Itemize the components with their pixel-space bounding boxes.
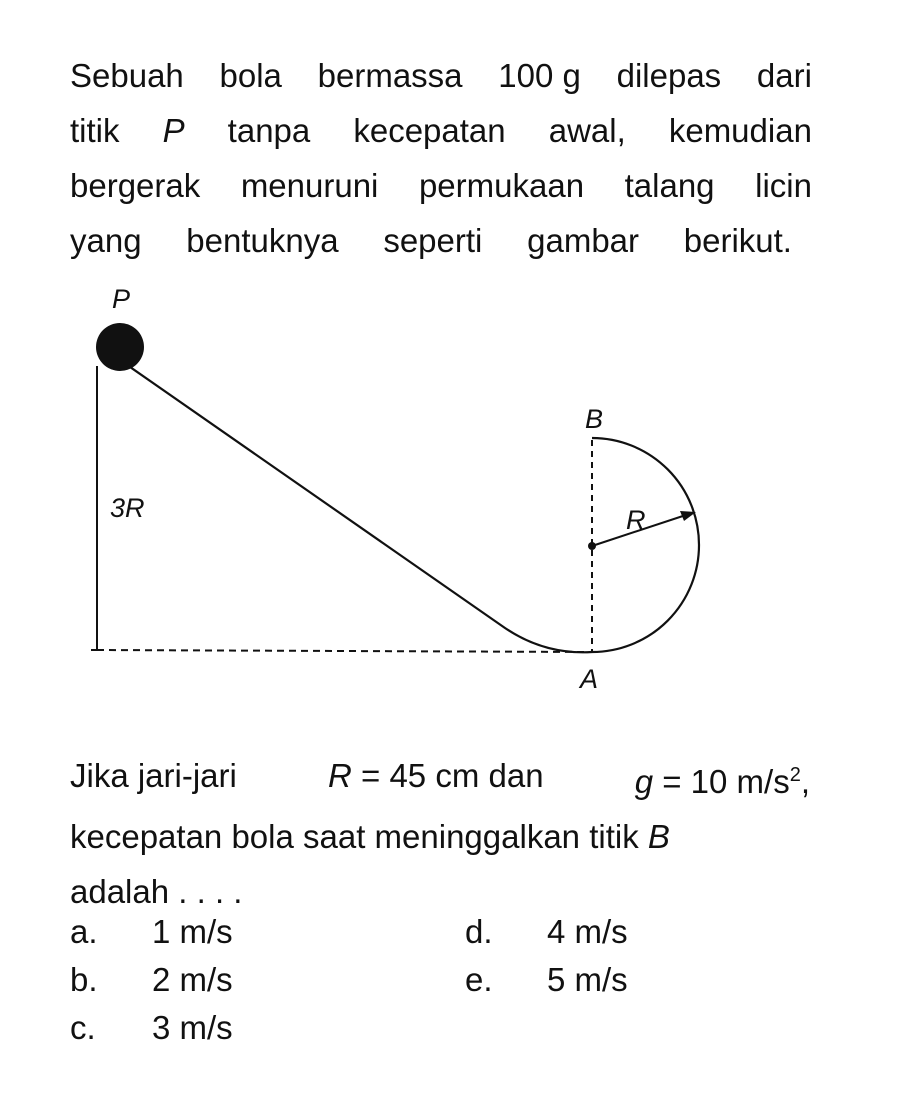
option-label: c. xyxy=(70,1009,96,1046)
word: Sebuah xyxy=(70,57,184,94)
gravity-symbol: g xyxy=(634,763,654,800)
question-text: adalah . . . . xyxy=(70,873,243,910)
radius-symbol: R xyxy=(328,757,352,794)
ball xyxy=(96,323,144,371)
question-text: = 10 m/s xyxy=(662,763,790,800)
option-c[interactable] xyxy=(70,1008,233,1048)
word: bermassa xyxy=(317,57,463,94)
word: titik xyxy=(70,112,120,149)
option-value: 2 m/s xyxy=(152,961,233,998)
word: tanpa xyxy=(227,112,311,149)
radius-equation xyxy=(328,748,544,809)
intro-line-2 xyxy=(70,103,812,158)
word: seperti xyxy=(383,222,483,259)
radius-arrowhead xyxy=(680,511,696,521)
word: gambar xyxy=(527,222,640,259)
dashed-baseline xyxy=(97,650,590,652)
incline-track xyxy=(120,360,592,652)
intro-line-3 xyxy=(70,158,812,213)
option-label: a. xyxy=(70,913,98,950)
word: permukaan xyxy=(418,167,585,204)
gravity-equation xyxy=(635,748,810,809)
word: awal, xyxy=(548,112,626,149)
option-value: 1 m/s xyxy=(152,913,233,950)
word: yang xyxy=(70,222,142,259)
question-line-3 xyxy=(70,864,830,919)
word: bentuknya xyxy=(186,222,339,259)
option-value: 4 m/s xyxy=(547,913,628,950)
label-a: A xyxy=(580,664,599,694)
question-text: kecepatan bola saat meninggalkan titik xyxy=(70,818,639,855)
question-line-2 xyxy=(70,809,830,864)
word: bola xyxy=(219,57,282,94)
word: dari xyxy=(756,57,812,94)
label-p: P xyxy=(112,284,131,314)
point-p-symbol: P xyxy=(162,112,185,149)
intro-line-4 xyxy=(70,213,792,268)
option-b[interactable] xyxy=(70,960,233,1000)
label-height: 3R xyxy=(110,493,145,523)
option-value: 3 m/s xyxy=(152,1009,233,1046)
intro-line-1 xyxy=(70,48,812,103)
word: menuruni xyxy=(240,167,379,204)
label-r: R xyxy=(626,505,646,535)
option-label: e. xyxy=(465,961,493,998)
option-label: d. xyxy=(465,913,493,950)
word: talang xyxy=(624,167,715,204)
word: dilepas xyxy=(616,57,722,94)
question-paragraph xyxy=(70,748,830,919)
question-line-1 xyxy=(70,748,810,809)
intro-paragraph xyxy=(70,48,830,268)
mass-value: 100 g xyxy=(498,57,581,94)
option-a[interactable] xyxy=(70,912,233,952)
loop-track xyxy=(592,438,699,652)
track-diagram xyxy=(0,270,905,710)
label-b: B xyxy=(585,404,604,434)
point-b-symbol: B xyxy=(647,818,670,855)
option-label: b. xyxy=(70,961,98,998)
word: kemudian xyxy=(668,112,812,149)
word: berikut. xyxy=(683,222,792,259)
word: bergerak xyxy=(70,167,201,204)
word: kecepatan xyxy=(353,112,506,149)
question-text: = 45 cm dan xyxy=(361,757,544,794)
option-d[interactable] xyxy=(465,912,628,952)
question-text: , xyxy=(800,763,810,800)
word: licin xyxy=(755,167,812,204)
option-value: 5 m/s xyxy=(547,961,628,998)
exponent: 2 xyxy=(789,764,801,786)
option-e[interactable] xyxy=(465,960,628,1000)
question-text: Jika jari-jari xyxy=(70,757,237,794)
